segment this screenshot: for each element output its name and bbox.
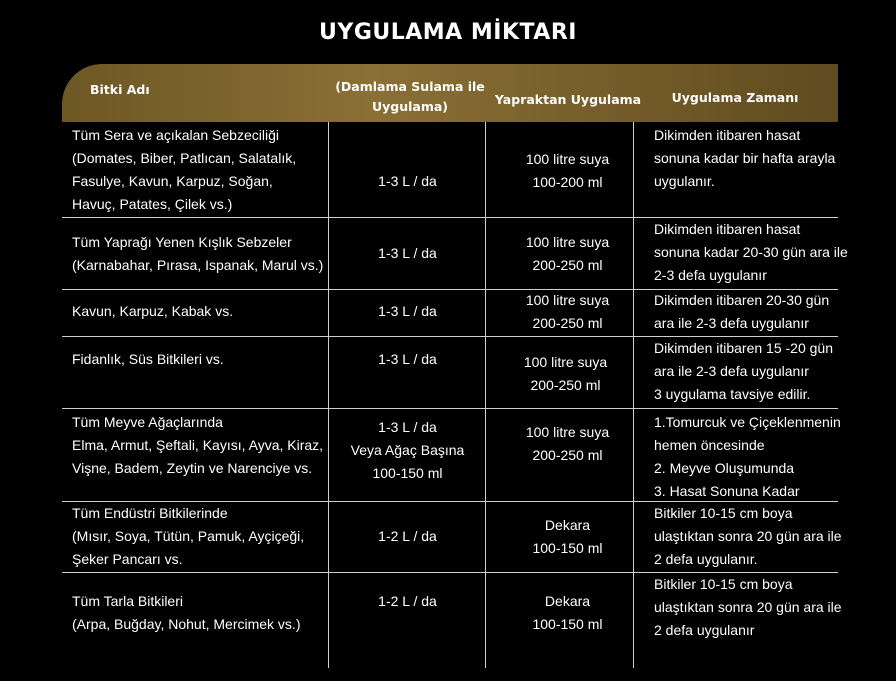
cell-timing: Dikimden itibaren hasat sonuna kadar 20-30 gün ara ile 2-3 defa uygulanır xyxy=(654,221,848,283)
cell-plant: Tüm Meyve Ağaçlarında Elma, Armut, Şeftali, Kayısı, Ayva, Kiraz, Vişne, Badem, Zeytin ve Narenciye vs. xyxy=(72,414,324,476)
cell-plant: Tüm Tarla Bitkileri (Arpa, Buğday, Nohut, Mercimek vs.) xyxy=(72,593,301,632)
cell-drip: 1-2 L / da xyxy=(378,593,437,609)
page-title: UYGULAMA MİKTARI xyxy=(319,20,577,45)
cell-timing: Bitkiler 10-15 cm boya ulaştıktan sonra 20 gün ara ile 2 defa uygulanır xyxy=(654,576,842,638)
cell-foliar: 100 litre suya 200-250 ml xyxy=(525,424,610,463)
cell-timing: 1.Tomurcuk ve Çiçeklenmenin hemen öncesinde 2. Meyve Oluşumunda 3. Hasat Sonuna Kadar xyxy=(654,414,841,499)
cell-foliar: 100 litre suya 100-200 ml xyxy=(525,151,610,190)
cell-timing: Dikimden itibaren 20-30 gün ara ile 2-3 defa uygulanır xyxy=(654,292,830,331)
cell-drip: 1-3 L / da xyxy=(378,351,437,367)
cell-drip: 1-2 L / da xyxy=(378,528,437,544)
cell-drip: 1-3 L / da xyxy=(378,303,437,319)
cell-foliar: Dekara 100-150 ml xyxy=(532,517,603,556)
cell-drip: 1-3 L / da xyxy=(378,173,437,189)
cell-timing: Bitkiler 10-15 cm boya ulaştıktan sonra 20 gün ara ile 2 defa uygulanır. xyxy=(654,505,842,567)
cell-foliar: 100 litre suya 200-250 ml xyxy=(525,292,610,331)
header-foliar: Yapraktan Uygulama xyxy=(494,92,642,107)
cell-foliar: 100 litre suya 200-250 ml xyxy=(523,354,608,393)
cell-drip: 1-3 L / da xyxy=(378,245,437,261)
cell-foliar: Dekara 100-150 ml xyxy=(532,593,603,632)
cell-plant: Tüm Endüstri Bitkilerinde (Mısır, Soya, Tütün, Pamuk, Ayçiçeği, Şeker Pancarı vs. xyxy=(72,505,305,567)
cell-drip: 1-3 L / da Veya Ağaç Başına 100-150 ml xyxy=(350,419,465,481)
column-divider xyxy=(328,122,329,668)
column-divider xyxy=(485,122,486,668)
cell-plant: Tüm Yaprağı Yenen Kışlık Sebzeler (Karnabahar, Pırasa, Ispanak, Marul vs.) xyxy=(72,234,324,273)
cell-timing: Dikimden itibaren 15 -20 gün ara ile 2-3 defa uygulanır 3 uygulama tavsiye edilir. xyxy=(654,340,833,402)
header-drip: (Damlama Sulama ile Uygulama) xyxy=(335,79,485,114)
cell-plant: Fidanlık, Süs Bitkileri vs. xyxy=(72,351,224,367)
cell-plant: Kavun, Karpuz, Kabak vs. xyxy=(72,303,234,319)
cell-foliar: 100 litre suya 200-250 ml xyxy=(525,234,610,273)
header-timing: Uygulama Zamanı xyxy=(671,90,799,105)
cell-timing: Dikimden itibaren hasat sonuna kadar bir hafta arayla uygulanır. xyxy=(654,127,836,189)
cell-plant: Tüm Sera ve açıkalan Sebzeciliği (Domates, Biber, Patlıcan, Salatalık, Fasulye, Kavun, Karpuz, Soğan, Havuç, Patates, Çilek vs.) xyxy=(72,127,297,212)
header-plant: Bitki Adı xyxy=(90,82,150,97)
row-divider xyxy=(62,408,838,409)
